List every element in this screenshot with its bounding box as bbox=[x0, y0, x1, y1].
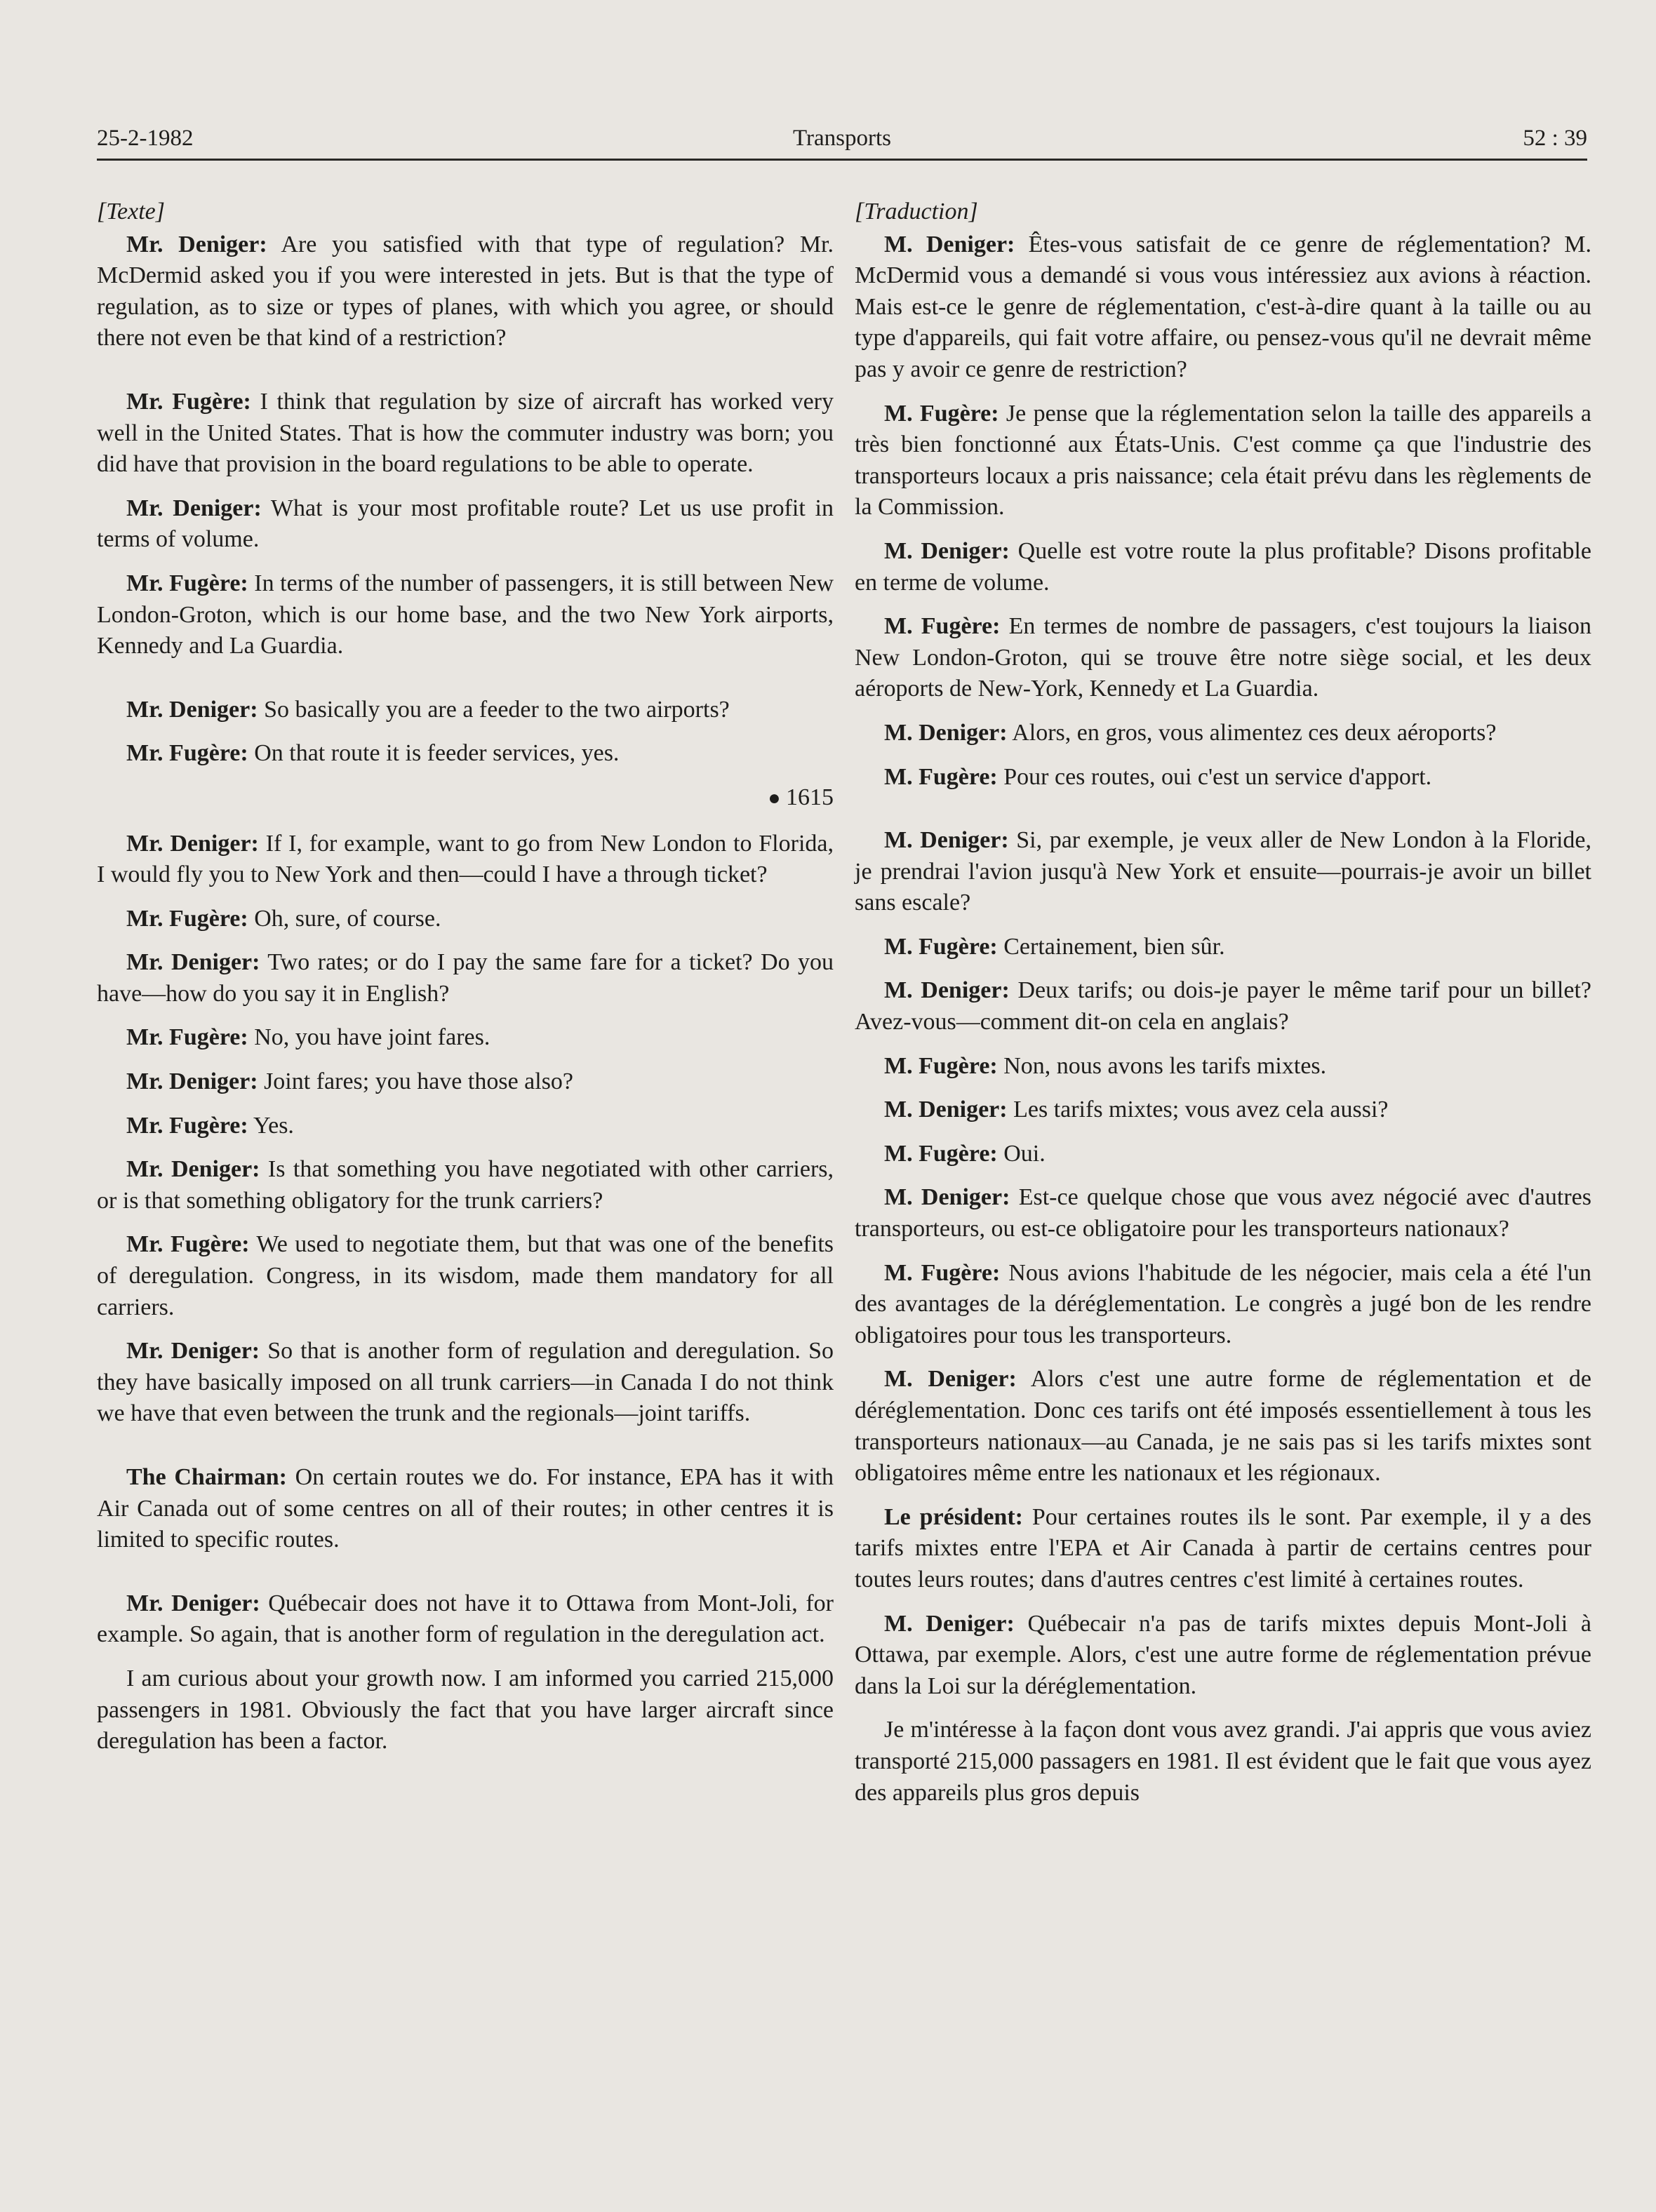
transcript-paragraph bbox=[855, 611, 1591, 705]
speech-text: Are you satisfied with that type of regulation? Mr. McDermid asked you if you were interested in jets. But is that the type of regulation, as to size or types of planes, with which you agree, or should there not even be that kind of a restriction? bbox=[97, 231, 834, 351]
speaker-name: M. Fugère: bbox=[884, 1259, 1001, 1286]
speaker-name: Mr. Deniger: bbox=[126, 696, 258, 723]
language-tag: [Texte] bbox=[97, 199, 165, 224]
french-column bbox=[855, 196, 1591, 1821]
speech-text: Alors c'est une autre forme de réglementation et de déréglementation. Donc ces tarifs ont été imposés essentiellement à tous les transporteurs nationaux—au Canada, je ne sais pas si les tarifs mixtes sont obligatoires même entre les nationaux et les régionaux. bbox=[855, 1366, 1591, 1487]
speaker-name: M. Deniger: bbox=[884, 1610, 1015, 1637]
transcript-paragraph bbox=[855, 1094, 1591, 1126]
speech-text: En termes de nombre de passagers, c'est toujours la liaison New London-Groton, qui se trouve être notre siège social, et les deux aéroports de New-York, Kennedy et La Guardia. bbox=[855, 613, 1591, 702]
speech-text: I am curious about your growth now. I am informed you carried 215,000 passengers in 1981. Obviously the fact that you have larger aircraft since deregulation has been a factor. bbox=[97, 1665, 834, 1755]
speech-text: Yes. bbox=[248, 1112, 294, 1139]
transcript-paragraph bbox=[97, 829, 834, 891]
speaker-name: Mr. Deniger: bbox=[126, 1338, 260, 1365]
transcript-paragraph bbox=[855, 1139, 1591, 1170]
speaker-name: Mr. Fugère: bbox=[126, 740, 248, 767]
speaker-name: M. Deniger: bbox=[884, 719, 1008, 746]
bullet-icon: ● bbox=[768, 786, 786, 810]
transcript-paragraph bbox=[97, 1111, 834, 1142]
speech-text: Deux tarifs; ou dois-je payer le même tarif pour un billet? Avez-vous—comment dit-on cela en anglais? bbox=[855, 977, 1591, 1035]
speaker-name: Mr. Deniger: bbox=[126, 495, 262, 521]
speech-text: On certain routes we do. For instance, EPA has it with Air Canada out of some centres on all of their routes; in other centres it is limited to specific routes. bbox=[97, 1464, 834, 1553]
transcript-paragraph bbox=[855, 975, 1591, 1038]
speaker-name: M. Fugère: bbox=[884, 763, 998, 790]
speech-text: No, you have joint fares. bbox=[248, 1024, 490, 1051]
header-title: Transports bbox=[793, 126, 891, 151]
speech-text: Québecair does not have it to Ottawa from Mont-Joli, for example. So again, that is another form of regulation in the deregulation act. bbox=[97, 1590, 834, 1648]
transcript-paragraph bbox=[855, 1364, 1591, 1489]
speech-text: Oh, sure, of course. bbox=[248, 905, 441, 932]
speaker-name: Mr. Fugère: bbox=[126, 1231, 250, 1258]
transcript-paragraph bbox=[97, 1066, 834, 1098]
speech-text: Si, par exemple, je veux aller de New London à la Floride, je prendrai l'avion jusqu'à New York et ensuite—pourrais-je avoir un billet sans escale? bbox=[855, 827, 1591, 916]
speech-text: Joint fares; you have those also? bbox=[258, 1068, 574, 1095]
transcript-paragraph bbox=[855, 536, 1591, 598]
transcript-paragraph bbox=[97, 387, 834, 481]
transcript-paragraph bbox=[97, 1022, 834, 1054]
header-date: 25-2-1982 bbox=[97, 126, 194, 151]
transcript-paragraph bbox=[97, 738, 834, 770]
speech-text: So basically you are a feeder to the two airports? bbox=[258, 696, 730, 723]
transcript-paragraph bbox=[97, 493, 834, 556]
speaker-name: Mr. Fugère: bbox=[126, 570, 248, 596]
speaker-name: Mr. Fugère: bbox=[126, 388, 251, 415]
speech-text: Les tarifs mixtes; vous avez cela aussi? bbox=[1007, 1097, 1389, 1123]
speech-text: Québecair n'a pas de tarifs mixtes depuis Mont-Joli à Ottawa, par exemple. Alors, c'est une autre forme de réglementation prévue dans la Loi sur la déréglementation. bbox=[855, 1610, 1591, 1699]
speaker-name: M. Deniger: bbox=[884, 1097, 1008, 1123]
transcript-paragraph bbox=[855, 1609, 1591, 1703]
speech-text: Two rates; or do I pay the same fare for a ticket? Do you have—how do you say it in English? bbox=[97, 949, 834, 1007]
speaker-name: Mr. Fugère: bbox=[126, 1112, 248, 1139]
speaker-name: M. Fugère: bbox=[884, 933, 998, 960]
speech-text: Êtes-vous satisfait de ce genre de réglementation? M. McDermid vous a demandé si vous vous intéressiez aux avions à réaction. Mais est-ce le genre de réglementation, c'est-à-dire quant à la taille ou au type d'appareils, qui fait votre affaire, ou pensez-vous qu'il ne devrait même pas y avoir ce genre de restriction? bbox=[855, 231, 1591, 382]
transcript-paragraph bbox=[97, 1336, 834, 1430]
speaker-name: M. Deniger: bbox=[884, 1366, 1017, 1393]
speech-text: We used to negotiate them, but that was one of the benefits of deregulation. Congress, in its wisdom, made them mandatory for all carriers. bbox=[97, 1231, 834, 1320]
time-marker-text: 1615 bbox=[786, 784, 834, 810]
transcript-paragraph bbox=[97, 1462, 834, 1556]
speaker-name: M. Fugère: bbox=[884, 1140, 998, 1167]
transcript-paragraph bbox=[97, 1663, 834, 1757]
speaker-name: M. Deniger: bbox=[884, 1184, 1010, 1211]
speech-text: Certainement, bien sûr. bbox=[997, 933, 1225, 960]
transcript-paragraph bbox=[855, 1502, 1591, 1596]
speech-text: Est-ce quelque chose que vous avez négocié avec d'autres transporteurs, ou est-ce obligatoire pour les transporteurs nationaux? bbox=[855, 1184, 1591, 1242]
speaker-name: M. Deniger: bbox=[884, 537, 1010, 564]
speech-text: Nous avions l'habitude de les négocier, mais cela a été l'un des avantages de la déréglementation. Le congrès a jugé bon de les rendre obligatoires pour tous les transporteurs. bbox=[855, 1259, 1592, 1348]
speaker-name: Mr. Fugère: bbox=[126, 1024, 248, 1051]
transcript-paragraph bbox=[855, 762, 1591, 793]
running-header bbox=[97, 121, 1587, 161]
transcript-paragraph bbox=[97, 1229, 834, 1323]
speech-text: Je pense que la réglementation selon la taille des appareils a très bien fonctionné aux États-Unis. C'est comme ça que l'industrie des transporteurs locaux a pris naissance; cela était prévu dans les règlements de la Commission. bbox=[855, 400, 1592, 521]
transcript-paragraph bbox=[855, 229, 1591, 386]
transcript-paragraph bbox=[855, 398, 1591, 523]
speaker-name: Mr. Deniger: bbox=[126, 231, 267, 257]
speech-text: Non, nous avons les tarifs mixtes. bbox=[997, 1052, 1327, 1079]
speaker-name: M. Fugère: bbox=[884, 613, 1001, 640]
english-column bbox=[97, 196, 834, 1770]
speech-text: Pour ces routes, oui c'est un service d'apport. bbox=[997, 763, 1432, 790]
speech-text: Is that something you have negotiated with other carriers, or is that something obligatory for the trunk carriers? bbox=[97, 1156, 834, 1214]
language-tag-text: Traduction bbox=[864, 199, 969, 224]
speech-text: Alors, en gros, vous alimentez ces deux aéroports? bbox=[1007, 719, 1497, 746]
speaker-name: Mr. Deniger: bbox=[126, 1156, 260, 1183]
speaker-name: Mr. Deniger: bbox=[126, 1590, 260, 1616]
transcript-paragraph bbox=[97, 904, 834, 935]
transcript-paragraph bbox=[855, 1051, 1591, 1082]
speech-text: On that route it is feeder services, yes. bbox=[248, 740, 620, 767]
header-page-number: 52 : 39 bbox=[1523, 126, 1587, 151]
language-tag: [Traduction] bbox=[855, 199, 978, 224]
transcript-paragraph bbox=[855, 718, 1591, 749]
transcript-paragraph bbox=[855, 1182, 1591, 1245]
transcript-paragraph bbox=[97, 568, 834, 662]
language-tag-text: Texte bbox=[106, 199, 156, 224]
transcript-paragraph bbox=[855, 1715, 1591, 1809]
speaker-name: Le président: bbox=[884, 1503, 1023, 1530]
speaker-name: M. Deniger: bbox=[884, 977, 1010, 1004]
transcript-paragraph bbox=[855, 932, 1591, 963]
speaker-name: Mr. Deniger: bbox=[126, 1068, 258, 1095]
speaker-name: The Chairman: bbox=[126, 1464, 287, 1490]
speech-text: I think that regulation by size of aircraft has worked very well in the United States. That is how the commuter industry was born; you did have that provision in the board regulations to be able to operate. bbox=[97, 388, 834, 478]
speaker-name: Mr. Deniger: bbox=[126, 830, 259, 857]
transcript-paragraph bbox=[97, 229, 834, 354]
transcript-paragraph bbox=[97, 695, 834, 726]
speaker-name: M. Fugère: bbox=[884, 1052, 998, 1079]
transcript-paragraph bbox=[97, 1588, 834, 1651]
speech-text: Pour certaines routes ils le sont. Par exemple, il y a des tarifs mixtes entre l'EPA et Air Canada à partir de certains centres pour toutes leurs routes; dans d'autres centres c'est limité à certaines routes. bbox=[855, 1503, 1592, 1593]
speech-text: Je m'intéresse à la façon dont vous avez grandi. J'ai appris que vous aviez transporté 215,000 passagers en 1981. Il est évident que le fait que vous ayez des appareils plus gros depuis bbox=[855, 1717, 1591, 1806]
transcript-paragraph bbox=[97, 1154, 834, 1216]
speaker-name: M. Deniger: bbox=[884, 827, 1009, 854]
speaker-name: M. Deniger: bbox=[884, 231, 1015, 257]
transcript-paragraph bbox=[97, 947, 834, 1010]
transcript-paragraph bbox=[855, 825, 1591, 919]
speech-text: So that is another form of regulation and deregulation. So they have basically imposed on all trunk carriers—in Canada I do not think we have that even between the trunk and the regionals—joint tariffs. bbox=[97, 1338, 834, 1427]
time-marker bbox=[97, 782, 834, 815]
transcript-paragraph bbox=[855, 1258, 1591, 1352]
speech-text: Quelle est votre route la plus profitable? Disons profitable en terme de volume. bbox=[855, 537, 1591, 596]
speech-text: Oui. bbox=[997, 1140, 1046, 1167]
speech-text: In terms of the number of passengers, it is still between New London-Groton, which is our home base, and the two New York airports, Kennedy and La Guardia. bbox=[97, 570, 834, 659]
speech-text: If I, for example, want to go from New London to Florida, I would fly you to New York and then—could I have a through ticket? bbox=[97, 830, 834, 888]
speech-text: What is your most profitable route? Let us use profit in terms of volume. bbox=[97, 495, 834, 553]
speaker-name: Mr. Deniger: bbox=[126, 949, 260, 976]
speaker-name: M. Fugère: bbox=[884, 400, 999, 427]
speaker-name: Mr. Fugère: bbox=[126, 905, 248, 932]
